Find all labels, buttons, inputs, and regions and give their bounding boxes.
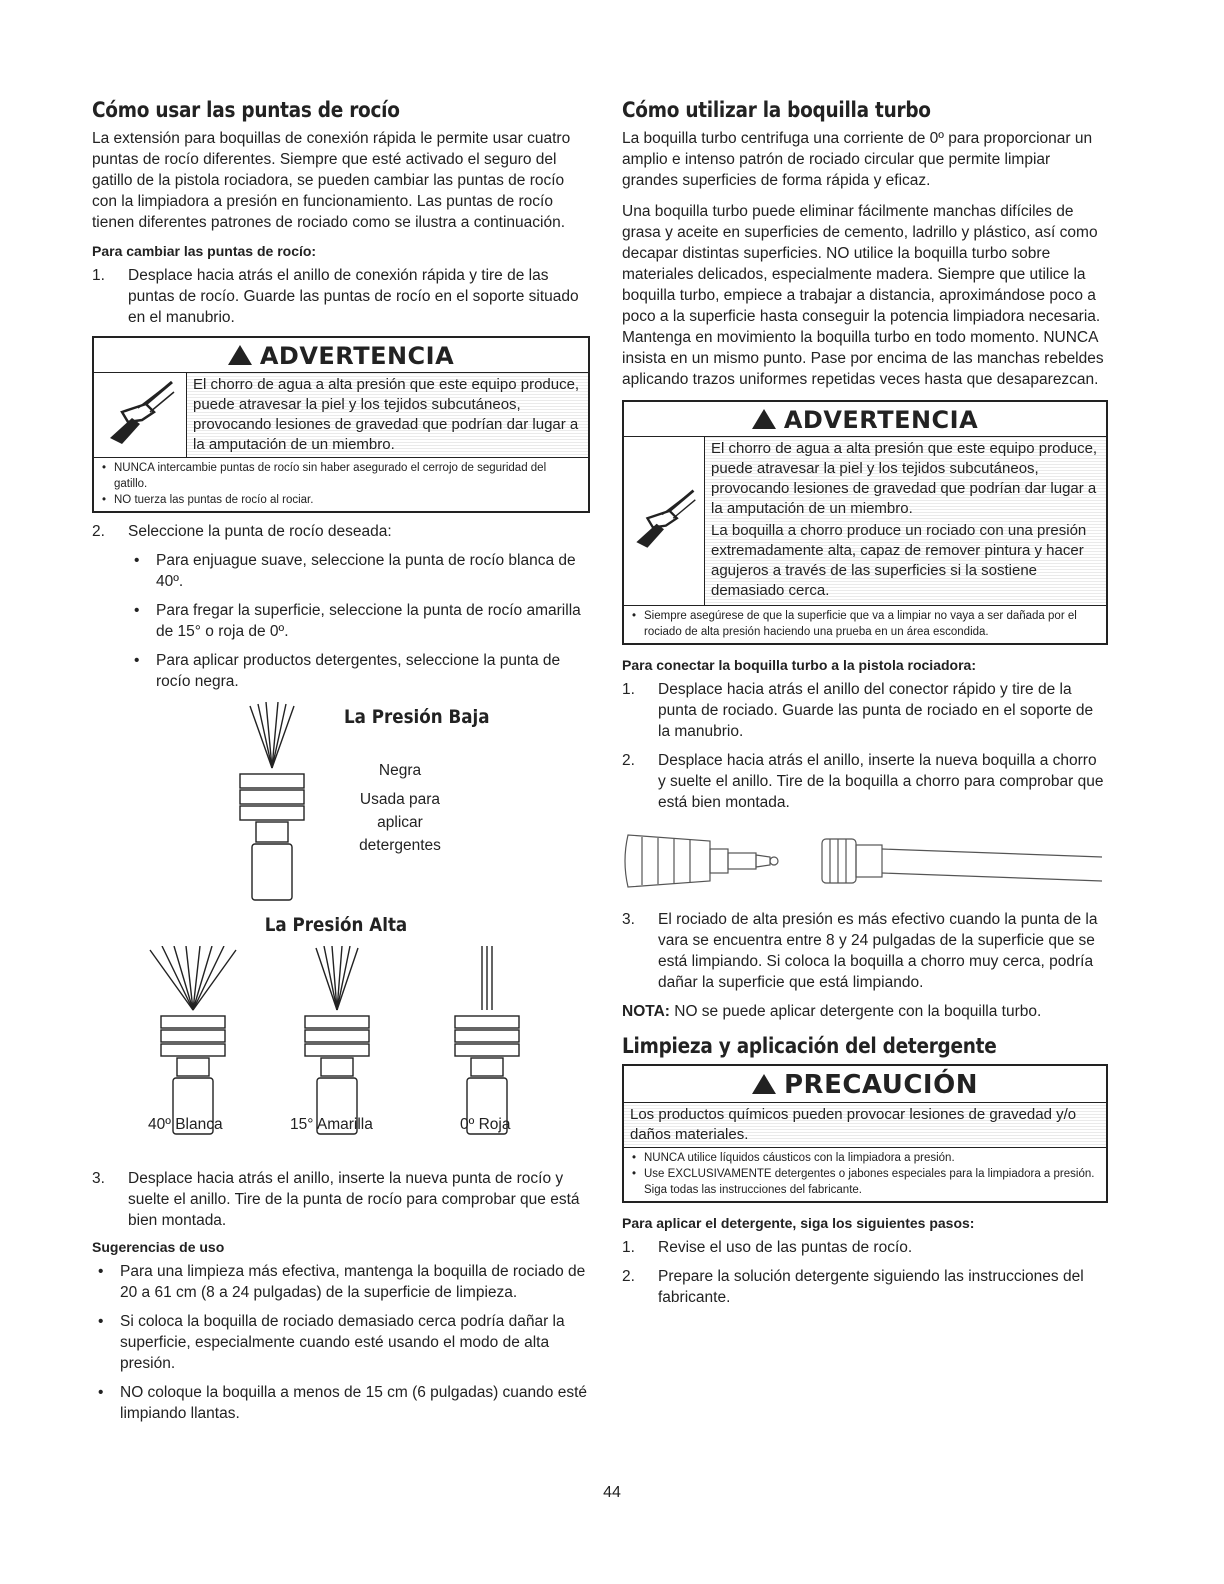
warning-box-turbo — [622, 400, 1108, 645]
list-item: • Para aplicar productos detergentes, seleccione la punta de rocío negra. — [128, 650, 590, 692]
list-item: 3. El rociado de alta presión es más efectivo cuando la punta de la vara se encuentra entre 8 y 24 pulgadas de la superficie que se está limpiando. Si coloca la boquilla a chorro muy cerca, podría dañar la superficie que está limpiando. — [622, 911, 1098, 991]
intro-paragraph: La extensión para boquillas de conexión rápida le permite usar cuatro puntas de rocío diferentes. Siempre que esté activado el seguro del gatillo de la pistola rociadora, se pueden cambiar las puntas de rocío con la limpiadora a presión en funcionamiento. Las puntas de rocío tienen diferentes patrones de rociado como se ilustra a continuación. — [92, 130, 571, 231]
warning-triangle-icon — [752, 409, 776, 429]
warning-bullets — [94, 457, 588, 511]
connect-steps — [622, 679, 1108, 813]
change-tips-heading: Para cambiar las puntas de rocío: — [92, 243, 317, 259]
list-item: • Para fregar la superficie, seleccione la punta de rocío amarilla de 15° o roja de 0º. — [128, 600, 590, 642]
tips-heading: Sugerencias de uso — [92, 1239, 225, 1255]
list-item: 3. Desplace hacia atrás el anillo, inserte la nueva punta de rocío y suelte el anillo. Tire de la punta de rocío para comprobar que está bien montada. — [92, 1170, 580, 1229]
list-item: • NO coloque la boquilla a menos de 15 cm (6 pulgadas) cuando esté limpiando llantas. — [92, 1382, 590, 1424]
warning-text: El chorro de agua a alta presión que este equipo produce, puede atravesar la piel y los tejidos subcutáneos, provocando lesiones de gravedad que podrían dar lugar a la amputación de un miembro. — [186, 373, 588, 457]
list-item: • NO tuerza las puntas de rocío al rociar. — [100, 492, 582, 508]
white-nozzle-icon — [148, 946, 238, 1142]
turbo-paragraph-1: La boquilla turbo centrifuga una corriente de 0º para proporcionar un amplio e intenso patrón de rociado circular que permite limpiar grandes superficies de forma rápida y eficaz. — [622, 130, 1093, 189]
low-pressure-desc: Usada para aplicar detergentes — [359, 791, 441, 854]
warning-triangle-icon — [228, 345, 252, 365]
list-item: 2. Desplace hacia atrás el anillo, inserte la nueva boquilla a chorro y suelte el anillo. Tire de la boquilla a chorro para comprobar que está bien montada. — [622, 752, 1104, 811]
list-item: 1. Revise el uso de las puntas de rocío. — [622, 1239, 913, 1256]
nozzle-label-yellow: 15° Amarilla — [290, 1116, 373, 1133]
high-pressure-figure — [92, 946, 590, 1156]
hand-injury-icon — [624, 437, 704, 605]
list-item: • Siempre asegúrese de que la superficie que va a limpiar no vaya a ser dañada por el rociado de alta presión haciendo una prueba en un área escondida. — [630, 608, 1100, 640]
list-item: • Use EXCLUSIVAMENTE detergentes o jabones especiales para la limpiadora a presión. Siga todas las instrucciones del fabricante. — [630, 1166, 1100, 1198]
list-item: 2. Seleccione la punta de rocío deseada: — [92, 523, 392, 540]
warning-text: El chorro de agua a alta presión que este equipo produce, puede atravesar la piel y los tejidos subcutáneos, provocando lesiones de gravedad que podrían dar lugar a la amputación de un miembro. — [711, 440, 1098, 517]
yellow-nozzle-icon — [292, 946, 382, 1142]
warning-text-2: La boquilla a chorro produce un rociado con una presión extremadamente alta, capaz de remover pintura y hacer agujeros a través de las superficies si la sostiene demasiado cerca. — [711, 522, 1087, 599]
warning-box — [92, 336, 590, 513]
nozzle-label-white: 40º Blanca — [148, 1116, 223, 1133]
list-item: • Si coloca la boquilla de rociado demasiado cerca podría dañar la superficie, especialmente cuando esté usando el modo de alta presión. — [92, 1311, 590, 1374]
hand-injury-icon — [94, 373, 186, 457]
list-item: • Para una limpieza más efectiva, mantenga la boquilla de rociado de 20 a 61 cm (8 a 24 pulgadas) de la superficie de limpieza. — [92, 1261, 590, 1303]
list-item: • NUNCA utilice líquidos cáusticos con la limpiadora a presión. — [630, 1150, 1100, 1166]
list-item: 1. Desplace hacia atrás el anillo del conector rápido y tire de la punta de rociado. Guarde las punta de rociado en el soporte de la manubrio. — [622, 681, 1094, 740]
left-column — [92, 98, 590, 1432]
list-item: • NUNCA intercambie puntas de rocío sin haber asegurado el cerrojo de seguridad del gatillo. — [100, 460, 582, 492]
nozzle-label-red: 0º Roja — [460, 1116, 511, 1133]
high-pressure-title: La Presión Alta — [264, 914, 408, 936]
apply-steps — [622, 1237, 1108, 1308]
list-item: 1. Desplace hacia atrás el anillo de conexión rápida y tire de las puntas de rocío. Guarde las puntas de rocío en el soporte situado en el manubrio. — [92, 267, 579, 326]
caution-bullets — [624, 1147, 1106, 1201]
change-steps — [92, 265, 590, 328]
black-nozzle-icon — [232, 702, 312, 906]
section-title-turbo-nozzle: Cómo utilizar la boquilla turbo — [622, 98, 931, 122]
turbo-nozzle-connector-icon — [622, 821, 1108, 901]
section-title-spray-tips: Cómo usar las puntas de rocío — [92, 98, 400, 122]
low-pressure-color: Negra — [378, 762, 422, 779]
section-title-detergent: Limpieza y aplicación del detergente — [622, 1034, 997, 1058]
tip-selection-list — [128, 550, 590, 692]
warning-title: ADVERTENCIA — [94, 338, 588, 372]
page-number: 44 — [603, 1484, 621, 1501]
turbo-paragraph-2: Una boquilla turbo puede eliminar fácilmente manchas difíciles de grasa y aceite en superficies de cemento, ladrillo y plástico, así como decapar distintas superficies. NO utilice la boquilla turbo sobre materiales delicados, especialmente madera. Siempre que utilice la boquilla turbo, empiece a trabajar a distancia, aproximándose poco a poco a la superficie hasta conseguir la potencia limpiadora necesaria. Mantenga en movimiento la boquilla turbo en todo momento. NUNCA insista en un mismo punto. Pase por encima de las manchas rebeldes aplicando trazos uniformes repetidas veces hasta que desaparezcan. — [622, 203, 1104, 388]
low-pressure-title: La Presión Baja — [344, 706, 490, 728]
list-item: • Para enjuague suave, seleccione la punta de rocío blanca de 40º. — [128, 550, 590, 592]
caution-title: PRECAUCIÓN — [624, 1066, 1106, 1102]
note: NOTA: NO se puede aplicar detergente con la boquilla turbo. — [622, 1003, 1042, 1020]
low-pressure-figure — [92, 700, 590, 908]
apply-heading: Para aplicar el detergente, siga los siguientes pasos: — [622, 1215, 975, 1231]
right-column — [622, 98, 1108, 1316]
warning-triangle-icon — [752, 1074, 776, 1094]
list-item: 2. Prepare la solución detergente siguiendo las instrucciones del fabricante. — [622, 1268, 1084, 1306]
connect-heading: Para conectar la boquilla turbo a la pistola rociadora: — [622, 657, 976, 673]
tips-list — [92, 1261, 590, 1424]
warning-title: ADVERTENCIA — [624, 402, 1106, 436]
caution-text: Los productos químicos pueden provocar lesiones de gravedad y/o daños materiales. — [624, 1102, 1106, 1147]
warning-bullets — [624, 605, 1106, 643]
red-nozzle-icon — [442, 946, 532, 1142]
caution-box — [622, 1064, 1108, 1203]
